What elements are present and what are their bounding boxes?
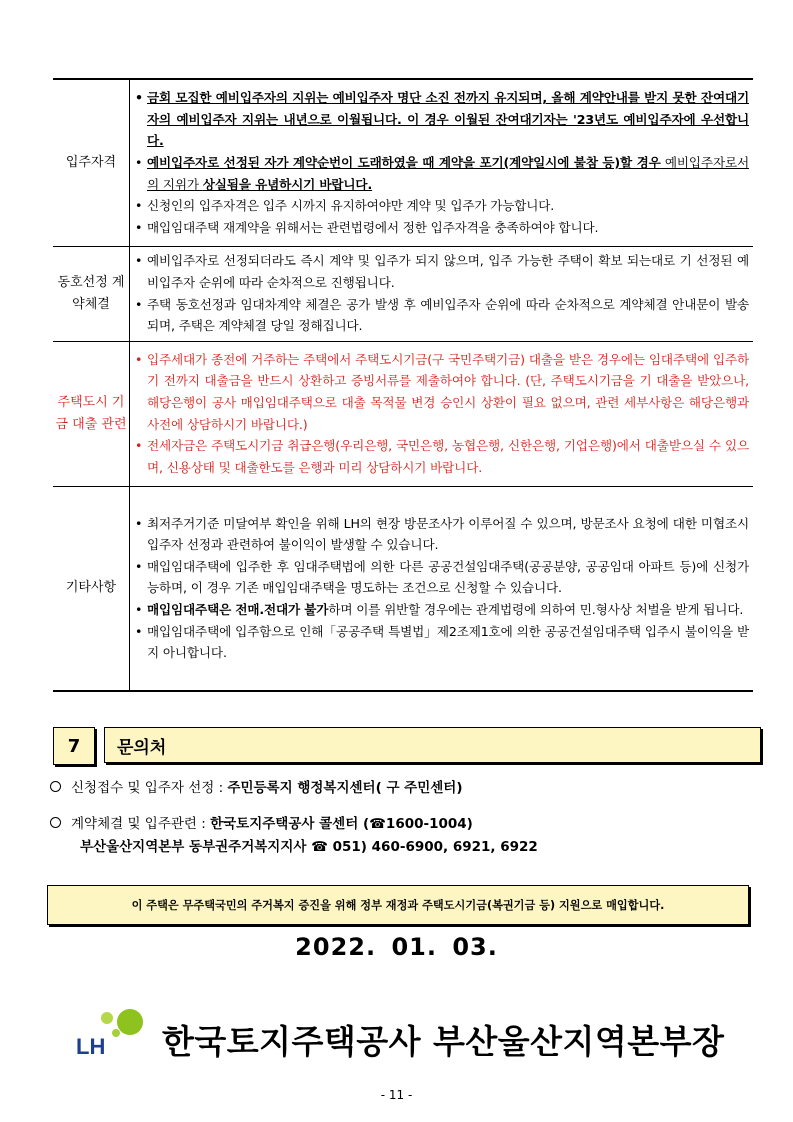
loan-list: [130, 346, 753, 482]
info-table: [53, 78, 753, 692]
list-item: • 매입임대주택 재계약을 위해서는 관련법령에서 정한 입주자격을 충족하여야 합니다.: [134, 217, 749, 239]
circle-bullet-icon: [50, 817, 61, 828]
notice-box: 이 주택은 무주택국민의 주거복지 증진을 위해 정부 재정과 주택도시기금(복권기금 등) 지원으로 매입합니다.: [47, 885, 749, 925]
section-title: 문의처: [104, 727, 761, 763]
list-item: • 매입임대주택은 전매.전대가 불가하며 이를 위반할 경우에는 관계법령에 의하여 민.형사상 처벌을 받게 됩니다.: [134, 599, 749, 621]
contact-contract: 계약체결 및 입주관련 : 한국토지주택공사 콜센터 (☎1600-1004): [50, 814, 473, 834]
section-number: 7: [53, 727, 95, 765]
table-row-eligibility: [53, 79, 753, 246]
logo-text: LH: [76, 1034, 106, 1058]
list-item: • 매입임대주택에 입주한 후 임대주택법에 의한 다른 공공건설임대주택(공공분양, 공공임대 아파트 등)에 신청가능하며, 이 경우 기존 매입임대주택을 명도하는 조건으로 신청할 수 있습니다.: [134, 556, 749, 599]
eligibility-list: [130, 84, 753, 241]
list-item: • 예비입주자로 선정되더라도 즉시 계약 및 입주가 되지 않으며, 입주 가능한 주택이 확보 되는대로 기 선정된 예비입주자 순위에 따라 순차적으로 진행됩니다.: [134, 250, 749, 293]
list-item: • 입주세대가 종전에 거주하는 주택에서 주택도시기금(구 국민주택기금) 대출을 받은 경우에는 임대주택에 입주하기 전까지 대출금을 반드시 상환하고 증빙서류를 제출하여야 합니다. (단, 주택도시기금을 기 대출을 받았으나, 해당은행이 공사 매입임대주택으로 대출 목적물 변경 승인시 상환이 필요 없으며, 관련 세부사항은 해당은행과 사전에 상담하시기 바랍니다.): [134, 349, 749, 435]
contact-branch: 부산울산지역본부 동부권주거복지지사 ☎ 051) 460-6900, 6921, 6922: [80, 839, 538, 855]
list-item: • 금회 모집한 예비입주자의 지위는 예비입주자 명단 소진 전까지 유지되며, 올해 계약안내를 받지 못한 잔여대기자의 예비입주자 지위는 내년으로 이월됩니다. 이 경우 이월된 잔여대기자는 '23년도 예비입주자에 우선합니다.: [134, 87, 749, 152]
list-item: • 최저주거기준 미달여부 확인을 위해 LH의 현장 방문조사가 이루어질 수 있으며, 방문조사 요청에 대한 미협조시 입주자 선정과 관련하여 불이익이 발생할 수 있습니다.: [134, 513, 749, 556]
contact-application: 신청접수 및 입주자 선정 : 주민등록지 행정복지센터( 구 주민센터): [50, 778, 463, 798]
category-eligibility: 입주자격: [53, 79, 130, 246]
table-row-etc: [53, 486, 753, 691]
list-item: • 전세자금은 주택도시기금 취급은행(우리은행, 국민은행, 농협은행, 신한은행, 기업은행)에서 대출받으실 수 있으며, 신용상태 및 대출한도를 은행과 미리 상담하시기 바랍니다.: [134, 435, 749, 478]
category-contract: 동호선정 계약체결: [53, 246, 130, 341]
category-etc: 기타사항: [53, 486, 130, 691]
contract-list: [130, 247, 753, 339]
list-item: • 신청인의 입주자격은 입주 시까지 유지하여야만 계약 및 입주가 가능합니다.: [134, 195, 749, 217]
list-item: • 예비입주자로 선정된 자가 계약순번이 도래하였을 때 계약을 포기(계약일시에 불참 등)할 경우 예비입주자로서의 지위가 상실됨을 유념하시기 바랍니다.: [134, 152, 749, 195]
table-row-loan: [53, 341, 753, 486]
page-number: - 11 -: [380, 1088, 413, 1102]
document-date: 2022. 01. 03.: [295, 933, 498, 961]
list-item: • 주택 동호선정과 임대차계약 체결은 공가 발생 후 예비입주자 순위에 따라 순차적으로 계약체결 안내문이 발송되며, 주택은 계약체결 당일 정해집니다.: [134, 294, 749, 337]
table-row-contract: [53, 246, 753, 341]
list-item: • 매입임대주택에 입주함으로 인해「공공주택 특별법」제2조제1호에 의한 공공건설임대주택 입주시 불이익을 받지 아니합니다.: [134, 621, 749, 664]
circle-bullet-icon: [50, 781, 61, 792]
lh-logo: [70, 1006, 150, 1058]
organization-name: 한국토지주택공사 부산울산지역본부장: [162, 1022, 725, 1061]
etc-list: [130, 510, 753, 667]
category-loan: 주택도시 기금 대출 관련: [53, 341, 130, 486]
